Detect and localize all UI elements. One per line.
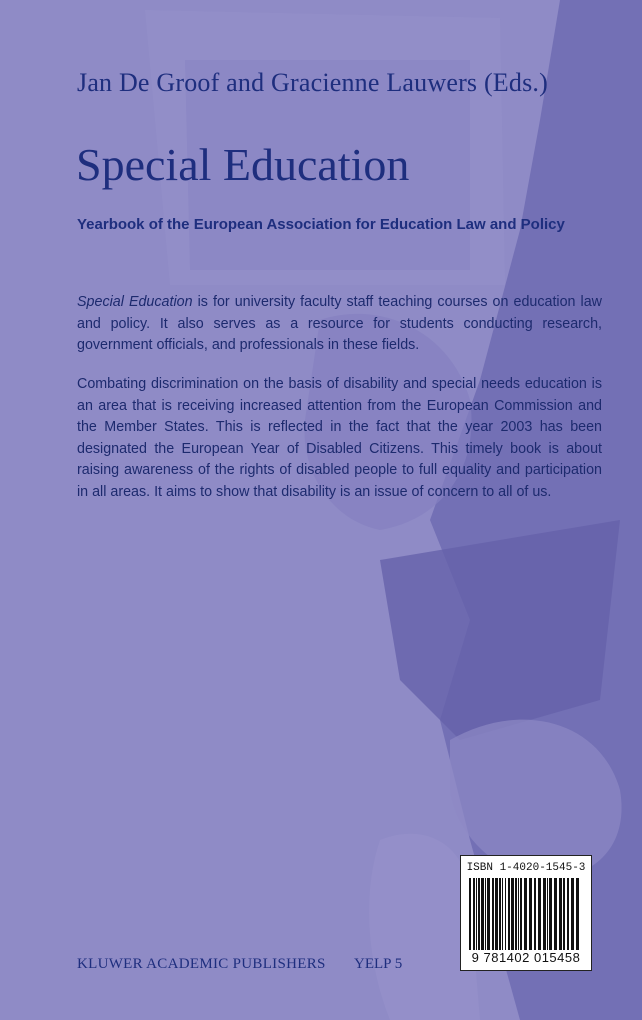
book-authors: Jan De Groof and Gracienne Lauwers (Eds.)	[77, 68, 548, 97]
barcode-bar	[495, 878, 498, 950]
title-emphasis: Special Education	[77, 294, 193, 310]
barcode-bar	[473, 878, 475, 950]
barcode-bar	[515, 878, 517, 950]
barcode-bar	[511, 878, 514, 950]
barcode-bar	[505, 878, 506, 950]
barcode-bar	[502, 878, 503, 950]
isbn-number: ISBN 1-4020-1545-3	[466, 862, 586, 874]
ean-number: 9 781402 015458	[471, 950, 581, 965]
paragraph-1-text: is for university faculty staff teaching courses on education law and policy. It also serves as a resource for students conducting research, government officials, and professionals in these fields.	[77, 294, 603, 354]
barcode-bar	[476, 878, 477, 950]
barcode-bar	[481, 878, 484, 950]
barcode-bar	[571, 878, 574, 950]
barcode-bar	[518, 878, 519, 950]
barcode-bar	[554, 878, 557, 950]
barcode-bar	[478, 878, 480, 950]
description-paragraph-1	[77, 292, 602, 357]
barcode-bar	[567, 878, 569, 950]
description-paragraph-2: Combating discrimination on the basis of disability and special needs education is an area that is receiving increased attention from the European Commission and the Member States. This is reflected in the fact that the year 2003 has been designated the European Year of Disabled Citizens. This timely book is about raising awareness of the rights of disabled people to full equality and participation in all areas. It aims to show that disability is an issue of concern to all of us.	[77, 376, 602, 500]
barcode-bar	[547, 878, 548, 950]
barcode-bar	[538, 878, 541, 950]
barcode-bar	[520, 878, 522, 950]
publisher-name: KLUWER ACADEMIC PUBLISHERS	[77, 956, 326, 972]
barcode-bar	[549, 878, 552, 950]
barcode-bar	[543, 878, 546, 950]
barcode-bar	[492, 878, 494, 950]
barcode-bar	[469, 878, 471, 950]
isbn-barcode	[460, 855, 592, 971]
barcode-bar	[563, 878, 565, 950]
series-label: YELP 5	[354, 956, 403, 972]
barcode-bar	[534, 878, 536, 950]
barcode-bar	[529, 878, 532, 950]
barcode-bar	[499, 878, 501, 950]
barcode-bar	[524, 878, 527, 950]
barcode-bar	[559, 878, 562, 950]
book-subtitle: Yearbook of the European Association for Education Law and Policy	[77, 216, 565, 233]
barcode-bar	[576, 878, 579, 950]
barcode-bar	[487, 878, 490, 950]
book-title: Special Education	[76, 139, 410, 190]
barcode-bar	[508, 878, 510, 950]
barcode-bar	[485, 878, 486, 950]
barcode-bars	[469, 878, 583, 950]
